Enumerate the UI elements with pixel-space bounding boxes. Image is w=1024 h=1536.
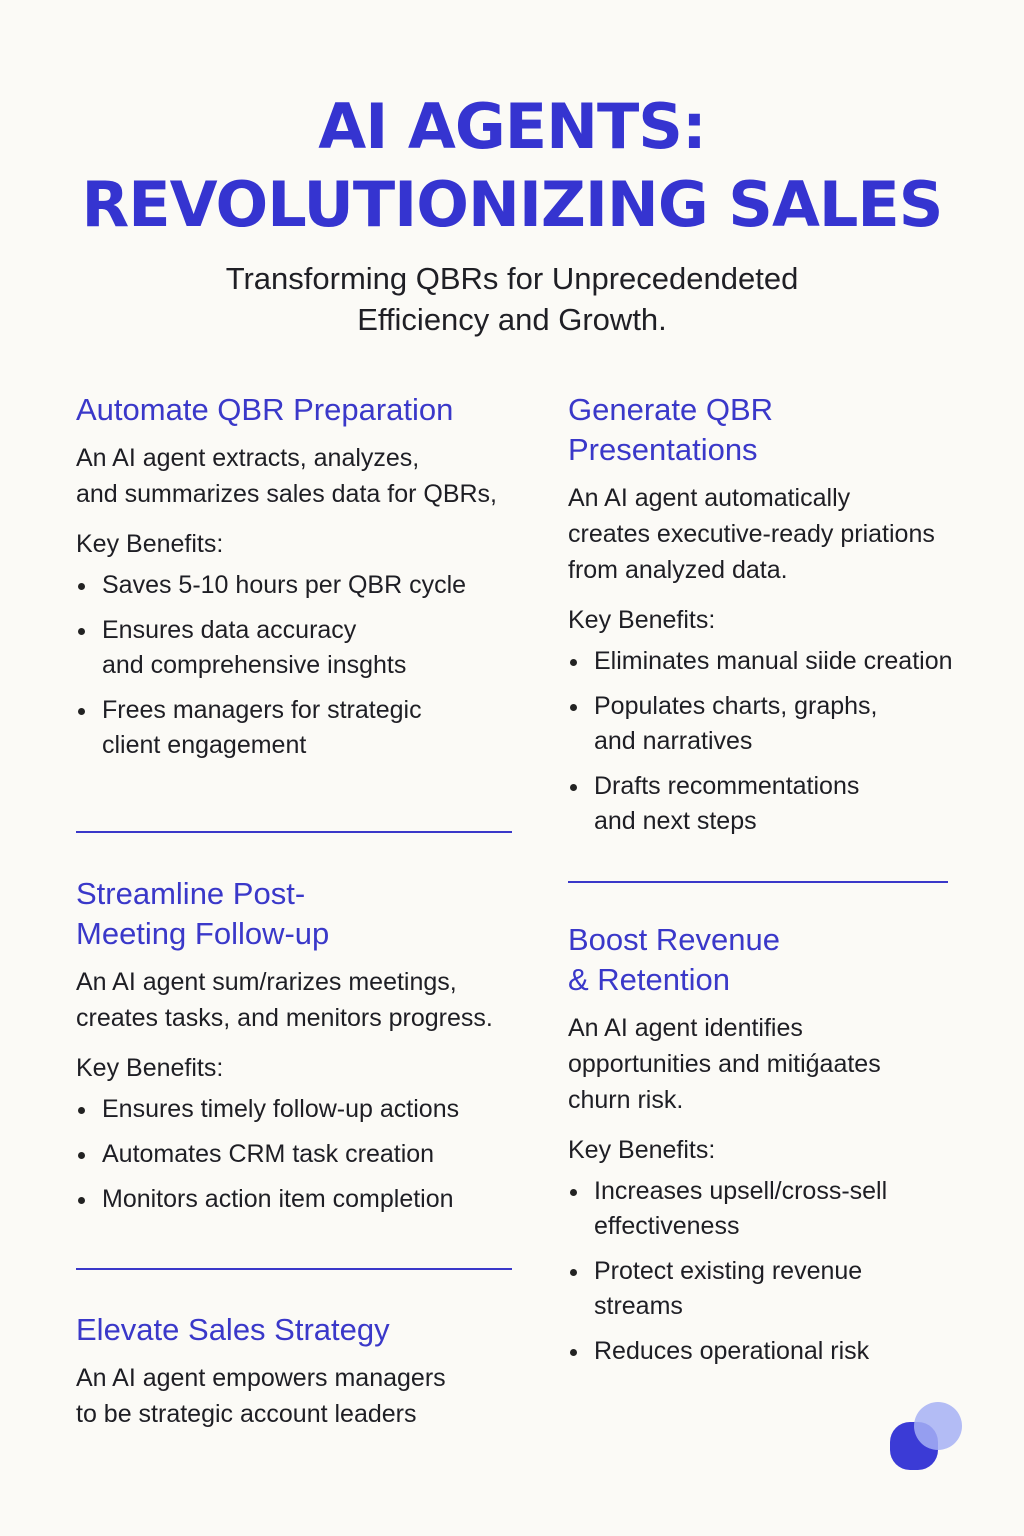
benefit-text: Increases upsell/cross-sell effectiveness: [594, 1177, 888, 1240]
benefit-text: Automates CRM task creation: [102, 1140, 435, 1168]
section-title: Boost Revenue & Retention: [568, 922, 780, 997]
section-automate-qbr-preparation: [76, 390, 546, 773]
page-subtitle: Transforming QBRs for Unprecedendeted Efficiency and Growth.: [225, 261, 799, 337]
bullet-icon: [570, 784, 577, 791]
bullet-icon: [78, 628, 85, 635]
title-line-2: REVOLUTIONIZING SALES: [81, 168, 943, 241]
benefit-item: [76, 613, 546, 683]
section-description: An AI agent sum/rarizes meetings, creates tasks, and menitors progress.: [76, 968, 493, 1032]
bullet-icon: [78, 1197, 85, 1204]
section-divider: [76, 1268, 512, 1270]
section-divider: [76, 831, 512, 833]
benefits-list: [76, 568, 546, 763]
bullet-icon: [78, 1152, 85, 1159]
section-generate-qbr-presentations: [568, 390, 1008, 849]
benefit-item: [76, 1092, 546, 1127]
benefit-item: [76, 693, 546, 763]
benefit-item: [568, 1334, 1008, 1369]
benefit-text: Frees managers for strategic client engagement: [102, 696, 422, 759]
benefit-item: [568, 1254, 1008, 1324]
benefits-list: [568, 644, 1008, 839]
benefit-item: [568, 644, 1008, 679]
bullet-icon: [78, 708, 85, 715]
benefit-text: Protect existing revenue streams: [594, 1257, 863, 1320]
benefit-text: Saves 5-10 hours per QBR cycle: [102, 571, 467, 599]
title-line-1: AI AGENTS:: [318, 90, 706, 163]
section-title: Generate QBR Presentations: [568, 392, 774, 467]
benefit-text: Ensures data accuracy and comprehensive insghts: [102, 616, 407, 679]
bullet-icon: [570, 1189, 577, 1196]
benefits-list: [568, 1174, 1008, 1369]
section-title: Streamline Post- Meeting Follow-up: [76, 876, 330, 951]
key-benefits-heading: Key Benefits:: [76, 1054, 224, 1082]
bullet-icon: [570, 704, 577, 711]
benefit-item: [76, 1182, 546, 1217]
section-description: An AI agent automatically creates executive-ready priations from analyzed data.: [568, 484, 935, 584]
benefit-item: [76, 1137, 546, 1172]
benefit-text: Eliminates manual siide creation: [594, 647, 953, 675]
key-benefits-heading: Key Benefits:: [568, 1136, 716, 1164]
page-title: [0, 88, 1024, 244]
section-title: Elevate Sales Strategy: [76, 1312, 390, 1347]
bullet-icon: [570, 1349, 577, 1356]
benefit-item: [568, 689, 1008, 759]
key-benefits-heading: Key Benefits:: [568, 606, 716, 634]
benefit-text: Monitors action item completion: [102, 1185, 454, 1213]
section-elevate-sales-strategy: [76, 1310, 546, 1446]
brand-logo-icon: [888, 1400, 964, 1472]
section-description: An AI agent empowers managers to be strategic account leaders: [76, 1364, 446, 1428]
benefit-item: [568, 1174, 1008, 1244]
benefit-item: [76, 568, 546, 603]
bullet-icon: [570, 659, 577, 666]
section-description: An AI agent extracts, analyzes, and summarizes sales data for QBRs,: [76, 444, 497, 508]
bullet-icon: [78, 1107, 85, 1114]
benefit-text: Reduces operational risk: [594, 1337, 870, 1365]
section-streamline-follow-up: [76, 874, 546, 1227]
benefit-text: Ensures timely follow-up actions: [102, 1095, 460, 1123]
benefit-text: Drafts recommentations and next steps: [594, 772, 860, 835]
section-boost-revenue-retention: [568, 920, 1008, 1379]
benefit-text: Populates charts, graphs, and narratives: [594, 692, 878, 755]
section-title: Automate QBR Preparation: [76, 392, 454, 427]
bullet-icon: [570, 1269, 577, 1276]
benefit-item: [568, 769, 1008, 839]
logo-light-circle: [914, 1402, 962, 1450]
section-divider: [568, 881, 948, 883]
key-benefits-heading: Key Benefits:: [76, 530, 224, 558]
benefits-list: [76, 1092, 546, 1217]
section-description: An AI agent identifies opportunities and mitiǵaates churn risk.: [568, 1014, 881, 1114]
bullet-icon: [78, 583, 85, 590]
